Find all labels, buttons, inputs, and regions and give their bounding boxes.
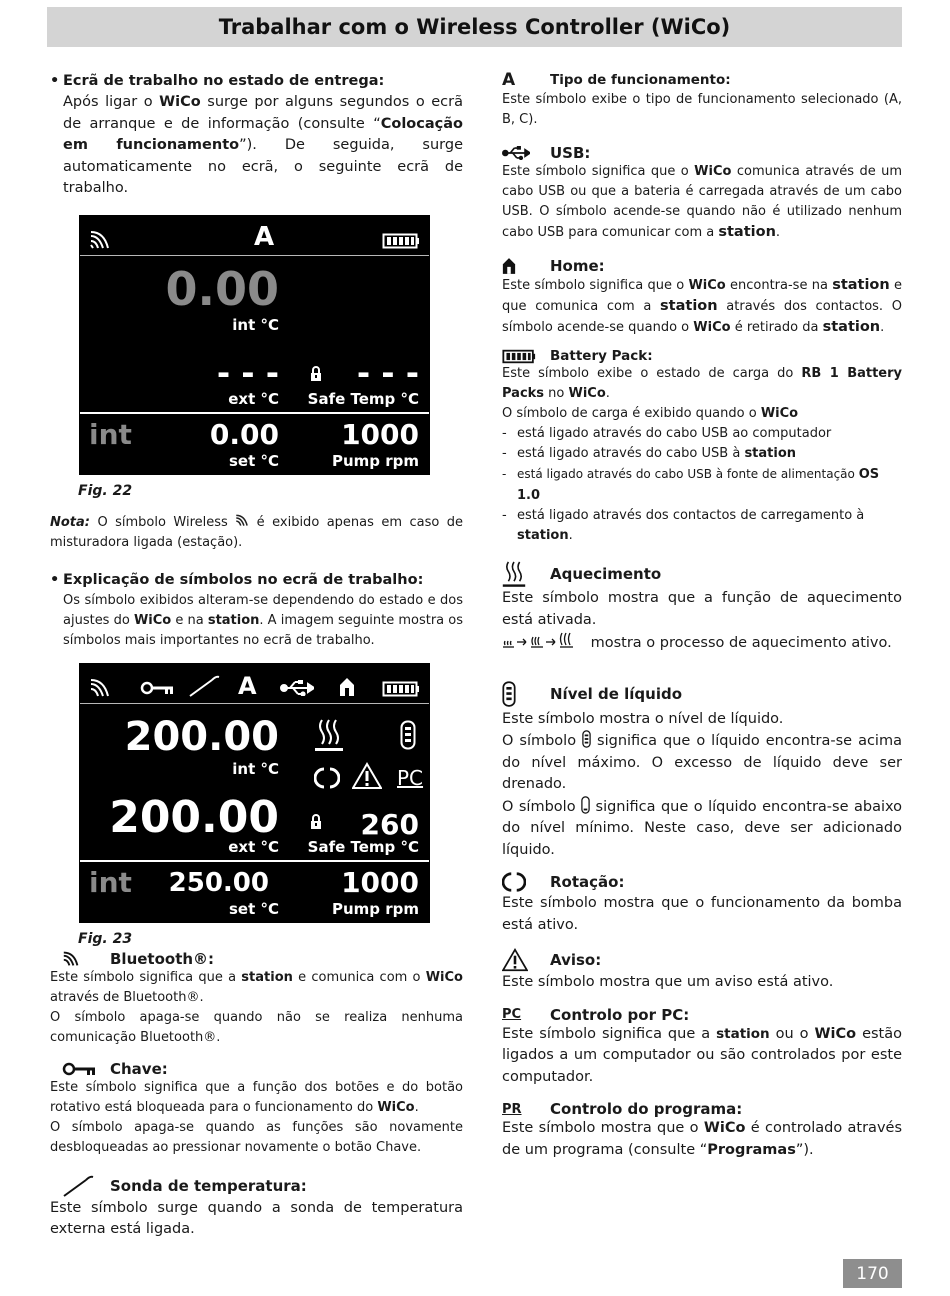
list-item: - está ligado através dos contactos de carregamento à station.	[502, 506, 902, 546]
battery-icon	[382, 233, 420, 249]
set-temperature-value: 0.00	[209, 417, 279, 451]
mode-indicator: A	[254, 221, 275, 252]
program-control-title: Controlo do programa:	[550, 1100, 743, 1118]
warning-title: Aviso:	[550, 951, 602, 969]
internal-temperature-unit: int °C	[232, 759, 279, 778]
list-item: - está ligado através do cabo USB à station	[502, 444, 902, 464]
pump-speed-unit: Pump rpm	[331, 451, 419, 470]
rotation-icon	[314, 766, 340, 790]
section-title-delivery-screen: • Ecrã de trabalho no estado de entrega:	[50, 70, 463, 92]
note-text: Nota: O símbolo Wireless é exibido apenas em caso de misturadora ligada (estação).	[50, 514, 463, 550]
liquid-level-icon	[400, 720, 416, 750]
bluetooth-text-2: O símbolo apaga-se quando não se realiza nenhuma comunicação Bluetooth®.	[50, 1009, 463, 1045]
liquid-level-high-icon	[582, 730, 591, 748]
liquid-level-low-icon	[581, 796, 590, 814]
operating-mode-heading	[502, 70, 902, 90]
internal-temperature-value: 200.00	[124, 713, 279, 760]
program-control-text: Este símbolo mostra que o WiCo é controlado através de um programa (consulte “Programas”).	[502, 1120, 902, 1158]
bluetooth-text: Este símbolo significa que a station e comunica com o WiCo através de Bluetooth®.	[50, 969, 463, 1005]
safe-temperature-label: Safe Temp °C	[307, 389, 419, 408]
mode-a-icon: A	[502, 70, 516, 90]
key-title: Chave:	[110, 1059, 168, 1078]
liquid-level-low-text: O símbolo significa que o líquido encontra-se abaixo do nível mínimo. Neste caso, deve ser adicionado líquido.	[502, 796, 902, 862]
home-title: Home:	[550, 257, 605, 275]
heating-icon	[502, 560, 526, 588]
set-temperature-unit: set °C	[228, 899, 279, 918]
battery-icon	[382, 681, 420, 697]
pump-speed-unit: Pump rpm	[331, 899, 419, 918]
rotation-title: Rotação:	[550, 873, 625, 891]
operating-mode-text: Este símbolo exibe o tipo de funcionamento selecionado (A, B, C).	[502, 92, 902, 127]
key-text: Este símbolo significa que a função dos botões e do botão rotativo está bloqueada para o funcionamento do WiCo.	[50, 1079, 463, 1115]
heating-text: Este símbolo mostra que a função de aquecimento está ativada.	[502, 590, 902, 628]
figure-caption: Fig. 23	[78, 930, 133, 947]
pump-speed-value: 1000	[341, 417, 419, 451]
warning-icon	[352, 762, 382, 790]
external-temperature-unit: ext °C	[228, 837, 279, 856]
usb-icon	[502, 146, 530, 160]
work-screen-fig22	[79, 215, 430, 475]
page-number: 170	[843, 1259, 902, 1288]
section-title-symbols: • Explicação de símbolos no ecrã de trabalho:	[50, 569, 463, 591]
temperature-probe-icon	[188, 674, 220, 698]
program-control-icon: PR	[502, 1101, 522, 1117]
internal-temperature-value: 0.00	[165, 261, 279, 316]
battery-text-2: O símbolo de carga é exibido quando o WiCo	[502, 406, 799, 421]
probe-title: Sonda de temperatura:	[110, 1176, 307, 1195]
safe-temperature-value: - - -	[356, 353, 419, 392]
bluetooth-heading	[50, 950, 463, 968]
usb-icon	[280, 680, 314, 696]
delivery-screen-text: Após ligar o WiCo surge por alguns segundos o ecrã de arranque e de informação (consulte “Colocação em funcionamento”). De seguida, surge automaticamente no ecrã, o seguinte ecrã de trabalho.	[63, 94, 463, 196]
right-column	[502, 70, 902, 1161]
rotation-heading	[502, 871, 902, 893]
probe-heading	[50, 1174, 463, 1198]
safe-temperature-label: Safe Temp °C	[307, 837, 419, 856]
set-temperature-unit: set °C	[228, 451, 279, 470]
home-icon	[339, 677, 355, 697]
page-header	[47, 7, 902, 47]
symbols-intro-text: Os símbolo exibidos alteram-se dependendo do estado e dos ajustes do WiCo e na station. A imagem seguinte mostra os símbolos mais importantes no ecrã de trabalho.	[63, 592, 463, 648]
program-control-heading	[502, 1100, 902, 1118]
rotation-icon	[502, 871, 526, 893]
home-icon	[502, 257, 516, 275]
lock-icon	[310, 366, 322, 381]
warning-text: Este símbolo mostra que um aviso está ativo.	[502, 974, 834, 990]
key-icon	[140, 681, 174, 695]
int-mode-label: int	[89, 417, 132, 451]
safe-temperature-value: 260	[360, 807, 419, 841]
key-icon	[62, 1062, 96, 1076]
set-temperature-value: 250.00	[168, 867, 269, 898]
heating-icon	[314, 718, 344, 752]
liquid-level-title: Nível de líquido	[550, 684, 683, 703]
home-heading	[502, 257, 902, 275]
operating-mode-title: Tipo de funcionamento:	[550, 72, 731, 88]
pc-control-heading	[502, 1006, 902, 1024]
liquid-level-heading	[502, 679, 902, 709]
wireless-icon	[89, 230, 111, 250]
liquid-level-high-text: O símbolo significa que o líquido encontra-se acima do nível máximo. O excesso de líquido deve ser drenado.	[502, 730, 902, 796]
liquid-level-text: Este símbolo mostra o nível de líquido.	[502, 710, 784, 727]
usb-title: USB:	[550, 144, 591, 162]
battery-title: Battery Pack:	[550, 348, 653, 364]
rotation-text: Este símbolo mostra que o funcionamento da bomba está ativo.	[502, 895, 902, 933]
usb-text: Este símbolo significa que o WiCo comunica através de um cabo USB ou que a bateria é carregada através de um cabo USB. O símbolo acende-se quando não é utilizado nenhum cabo USB para comunicar com a station.	[502, 164, 903, 240]
list-item: - está ligado através do cabo USB à fonte de alimentação OS 1.0	[502, 464, 902, 506]
heating-progress-icon	[502, 631, 586, 649]
figure-caption: Fig. 22	[78, 482, 133, 499]
work-screen-fig23	[79, 663, 430, 923]
warning-icon	[502, 948, 528, 972]
lock-icon	[310, 814, 322, 829]
external-temperature-unit: ext °C	[228, 389, 279, 408]
temperature-probe-icon	[62, 1174, 94, 1198]
external-temperature-value: - - -	[216, 353, 279, 392]
liquid-level-icon	[502, 679, 516, 709]
wireless-icon	[62, 951, 80, 967]
wireless-icon	[89, 678, 111, 698]
warning-heading	[502, 948, 902, 972]
internal-temperature-unit: int °C	[232, 315, 279, 334]
pc-control-title: Controlo por PC:	[550, 1005, 690, 1024]
list-item: - está ligado através do cabo USB ao computador	[502, 424, 902, 444]
bluetooth-title: Bluetooth®:	[110, 949, 215, 968]
heating-heading	[502, 560, 902, 588]
pump-speed-value: 1000	[341, 865, 419, 899]
page-title: Trabalhar com o Wireless Controller (WiCo)	[218, 15, 731, 39]
battery-text: Este símbolo exibe o estado de carga do RB 1 Battery Packs no WiCo.	[502, 366, 902, 401]
key-heading	[50, 1060, 463, 1078]
key-text-2: O símbolo apaga-se quando as funções são novamente desbloqueadas ao pressionar novamente o botão Chave.	[50, 1119, 463, 1155]
battery-icon	[502, 349, 536, 364]
external-temperature-value: 200.00	[109, 791, 279, 843]
probe-text: Este símbolo surge quando a sonda de temperatura externa está ligada.	[50, 1199, 463, 1237]
home-text: Este símbolo significa que o WiCo encontra-se na station e que comunica com a station através dos contactos. O símbolo acende-se quando o WiCo é retirado da station.	[502, 277, 903, 335]
battery-heading	[502, 348, 902, 364]
mode-indicator: A	[238, 671, 257, 700]
pc-control-indicator: PC	[397, 765, 424, 790]
heating-title: Aquecimento	[550, 565, 662, 583]
pc-control-icon: PC	[502, 1007, 522, 1022]
usb-heading	[502, 144, 902, 162]
pc-control-text: Este símbolo significa que a station ou o WiCo estão ligados a um computador ou são controlados por este computador.	[502, 1025, 903, 1085]
int-mode-label: int	[89, 865, 132, 899]
wireless-icon	[235, 514, 249, 527]
left-column	[50, 70, 463, 1241]
heating-progress-text: mostra o processo de aquecimento ativo.	[502, 631, 902, 655]
